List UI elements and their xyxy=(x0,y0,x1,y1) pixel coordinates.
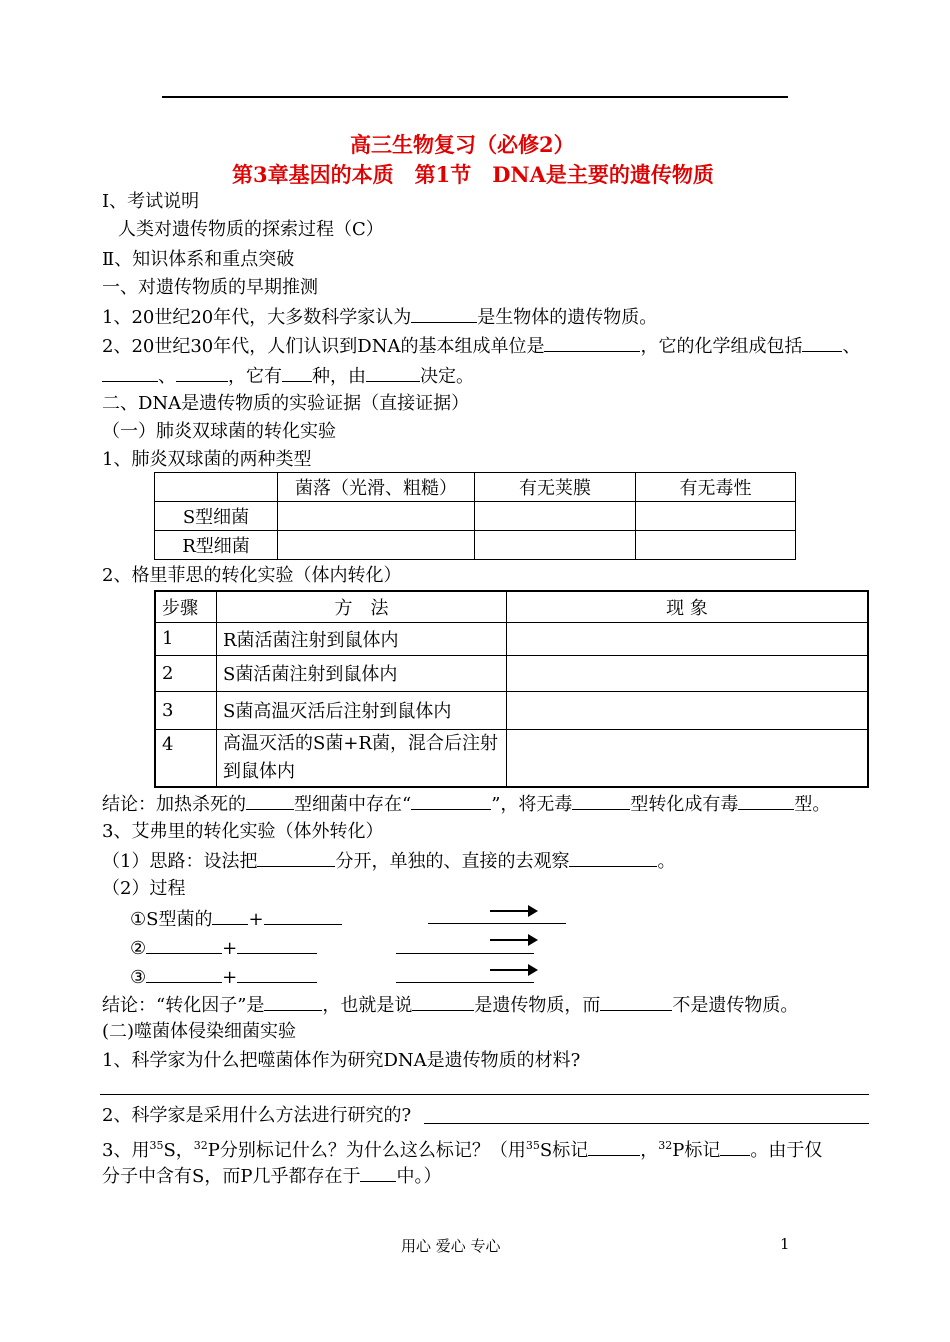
superscript: 32 xyxy=(193,1139,208,1152)
sub-pneumococcus: （一）肺炎双球菌的转化实验 xyxy=(102,421,336,442)
part-dna-evidence: 二、DNA是遗传物质的实验证据（直接证据） xyxy=(102,393,470,414)
idea-text: 分开，单独的、直接的去观察 xyxy=(335,851,570,872)
conclusion-text: ”，将无毒 xyxy=(491,794,573,815)
table1-header-colony: 菌落（光滑、粗糙） xyxy=(278,473,475,502)
table-cell[interactable] xyxy=(475,531,636,560)
question-labeling xyxy=(102,1134,822,1163)
table2-step: 4 xyxy=(155,729,217,787)
part-early-speculation: 一、对遗传物质的早期推测 xyxy=(102,277,318,298)
superscript: 32 xyxy=(658,1139,673,1152)
blank[interactable] xyxy=(237,935,317,954)
exam-note-item: 人类对遗传物质的探索过程（C） xyxy=(118,219,384,240)
arrow-icon xyxy=(490,939,536,941)
labeling-text: ， xyxy=(640,1140,659,1161)
question-2 xyxy=(102,333,860,359)
question-2-text-e: ，它有 xyxy=(228,366,282,387)
page-number: 1 xyxy=(780,1235,790,1253)
question-2-text-b: ，它的化学组成包括 xyxy=(640,336,803,357)
question-griffith: 2、格里菲思的转化实验（体内转化） xyxy=(102,565,402,586)
superscript: 35 xyxy=(149,1139,164,1152)
blank[interactable] xyxy=(102,363,158,382)
arrow-icon xyxy=(490,910,536,912)
question-2-text-f: 种，由 xyxy=(312,366,366,387)
labeling-text: S标记 xyxy=(539,1140,589,1161)
title-line-2: 第3章基因的本质 第1节 DNA是主要的遗传物质 xyxy=(232,162,714,187)
table2-step: 1 xyxy=(155,622,217,655)
answer-line[interactable] xyxy=(100,1094,869,1095)
blank[interactable] xyxy=(366,363,420,382)
conclusion-griffith xyxy=(102,791,830,817)
conclusion-text: 型。 xyxy=(794,794,831,815)
process-label: ③ xyxy=(130,967,147,988)
conclusion-text: 型细菌中存在“ xyxy=(294,794,412,815)
labeling-text: 分子中含有S，而P几乎都存在于 xyxy=(102,1166,361,1187)
table1-header-capsule: 有无荚膜 xyxy=(475,473,636,502)
blank[interactable] xyxy=(257,848,335,867)
table-cell[interactable] xyxy=(636,531,796,560)
table2-method: S菌高温灭活后注射到鼠体内 xyxy=(217,691,507,729)
conclusion-text: ，也就是说 xyxy=(322,995,413,1016)
blank[interactable] xyxy=(264,992,322,1011)
blank[interactable] xyxy=(212,906,248,925)
question-1-text-end: 是生物体的遗传物质。 xyxy=(477,307,658,328)
idea-text: 。 xyxy=(657,851,676,872)
conclusion-text: 型转化成有毒 xyxy=(630,794,739,815)
blank[interactable] xyxy=(246,791,294,810)
title-line-1: 高三生物复习（必修2） xyxy=(350,132,575,157)
question-2-sep2: 、 xyxy=(158,366,176,387)
labeling-text: P分别标记什么？为什么这么标记？（用 xyxy=(207,1140,526,1161)
blank[interactable] xyxy=(411,791,491,810)
plus-sign: + xyxy=(222,967,238,988)
blank[interactable] xyxy=(738,791,794,810)
table2-method: 高温灭活的S菌+R菌，混合后注射到鼠体内 xyxy=(217,729,507,787)
blank[interactable] xyxy=(411,304,477,323)
question-2-text: 2、20世纪30年代，人们认识到DNA的基本组成单位是 xyxy=(102,336,545,357)
blank[interactable] xyxy=(146,935,222,954)
table-cell[interactable] xyxy=(636,502,796,531)
blank[interactable] xyxy=(176,363,228,382)
process-label: ①S型菌的 xyxy=(130,909,213,930)
avery-idea xyxy=(102,848,675,874)
labeling-text: S， xyxy=(163,1140,194,1161)
bacteria-types-table xyxy=(154,472,796,560)
plus-sign: + xyxy=(222,938,238,959)
labeling-text: 。由于仅 xyxy=(750,1140,823,1161)
table-cell[interactable] xyxy=(507,691,869,729)
griffith-table xyxy=(154,590,869,788)
table1-header-toxicity: 有无毒性 xyxy=(636,473,796,502)
table2-header-phenomenon: 现 象 xyxy=(507,591,869,622)
question-method: 2、科学家是采用什么方法进行研究的? xyxy=(102,1105,412,1126)
table-cell[interactable] xyxy=(507,729,869,787)
table-cell[interactable] xyxy=(507,622,869,655)
section-knowledge: Ⅱ、知识体系和重点突破 xyxy=(102,249,295,270)
question-1 xyxy=(102,304,657,330)
result-line[interactable] xyxy=(396,953,534,954)
labeling-text: 3、用 xyxy=(102,1140,150,1161)
blank[interactable] xyxy=(720,1137,750,1156)
table2-step: 2 xyxy=(155,655,217,691)
table2-header-method: 方 法 xyxy=(217,591,507,622)
table-cell[interactable] xyxy=(507,655,869,691)
conclusion-text: 不是遗传物质。 xyxy=(672,995,799,1016)
question-2-text-g: 决定。 xyxy=(420,366,474,387)
blank[interactable] xyxy=(264,906,342,925)
table1-header-0 xyxy=(155,473,278,502)
process-label: ② xyxy=(130,938,147,959)
table-cell[interactable] xyxy=(278,502,475,531)
table1-row-s: S型细菌 xyxy=(155,502,278,531)
question-avery: 3、艾弗里的转化实验（体外转化） xyxy=(102,821,384,842)
result-line[interactable] xyxy=(428,923,566,924)
question-2-sep: 、 xyxy=(842,336,861,357)
idea-text: （1）思路：设法把 xyxy=(102,851,258,872)
question-2-cont xyxy=(102,363,474,389)
table-cell[interactable] xyxy=(278,531,475,560)
blank[interactable] xyxy=(282,363,312,382)
sub-phage: (二)噬菌体侵染细菌实验 xyxy=(102,1021,297,1042)
result-line[interactable] xyxy=(396,982,534,983)
table2-method: R菌活菌注射到鼠体内 xyxy=(217,622,507,655)
header-rule xyxy=(162,96,788,98)
blank[interactable] xyxy=(569,848,657,867)
blank[interactable] xyxy=(237,964,317,983)
labeling-text: 中。） xyxy=(396,1166,442,1187)
blank[interactable] xyxy=(146,964,222,983)
question-1-text: 1、20世纪20年代，大多数科学家认为 xyxy=(102,307,412,328)
blank[interactable] xyxy=(600,992,672,1011)
table1-row-r: R型细菌 xyxy=(155,531,278,560)
conclusion-text: 是遗传物质，而 xyxy=(474,995,601,1016)
table2-header-step: 步骤 xyxy=(155,591,217,622)
table2-method: S菌活菌注射到鼠体内 xyxy=(217,655,507,691)
arrow-icon xyxy=(490,969,536,971)
blank[interactable] xyxy=(588,1137,640,1156)
question-labeling-cont xyxy=(102,1163,441,1189)
blank[interactable] xyxy=(802,333,842,352)
blank[interactable] xyxy=(412,992,474,1011)
labeling-text: P标记 xyxy=(672,1140,721,1161)
section-exam-notes: Ⅰ、考试说明 xyxy=(102,191,200,212)
conclusion-text: 结论：加热杀死的 xyxy=(102,794,246,815)
table-cell[interactable] xyxy=(475,502,636,531)
question-types: 1、肺炎双球菌的两种类型 xyxy=(102,449,312,470)
process-row-1 xyxy=(130,906,342,932)
table2-step: 3 xyxy=(155,691,217,729)
blank[interactable] xyxy=(544,333,640,352)
question-phage-material: 1、科学家为什么把噬菌体作为研究DNA是遗传物质的材料? xyxy=(102,1050,581,1071)
conclusion-text: 结论：“转化因子”是 xyxy=(102,995,265,1016)
process-row-3 xyxy=(130,964,317,990)
plus-sign: + xyxy=(248,909,264,930)
process-row-2 xyxy=(130,935,317,961)
footer-motto: 用心 爱心 专心 xyxy=(401,1237,501,1255)
answer-line[interactable] xyxy=(424,1123,869,1124)
blank[interactable] xyxy=(360,1163,396,1182)
conclusion-avery xyxy=(102,992,798,1018)
avery-process: （2）过程 xyxy=(102,878,186,899)
superscript: 35 xyxy=(525,1139,540,1152)
blank[interactable] xyxy=(572,791,630,810)
